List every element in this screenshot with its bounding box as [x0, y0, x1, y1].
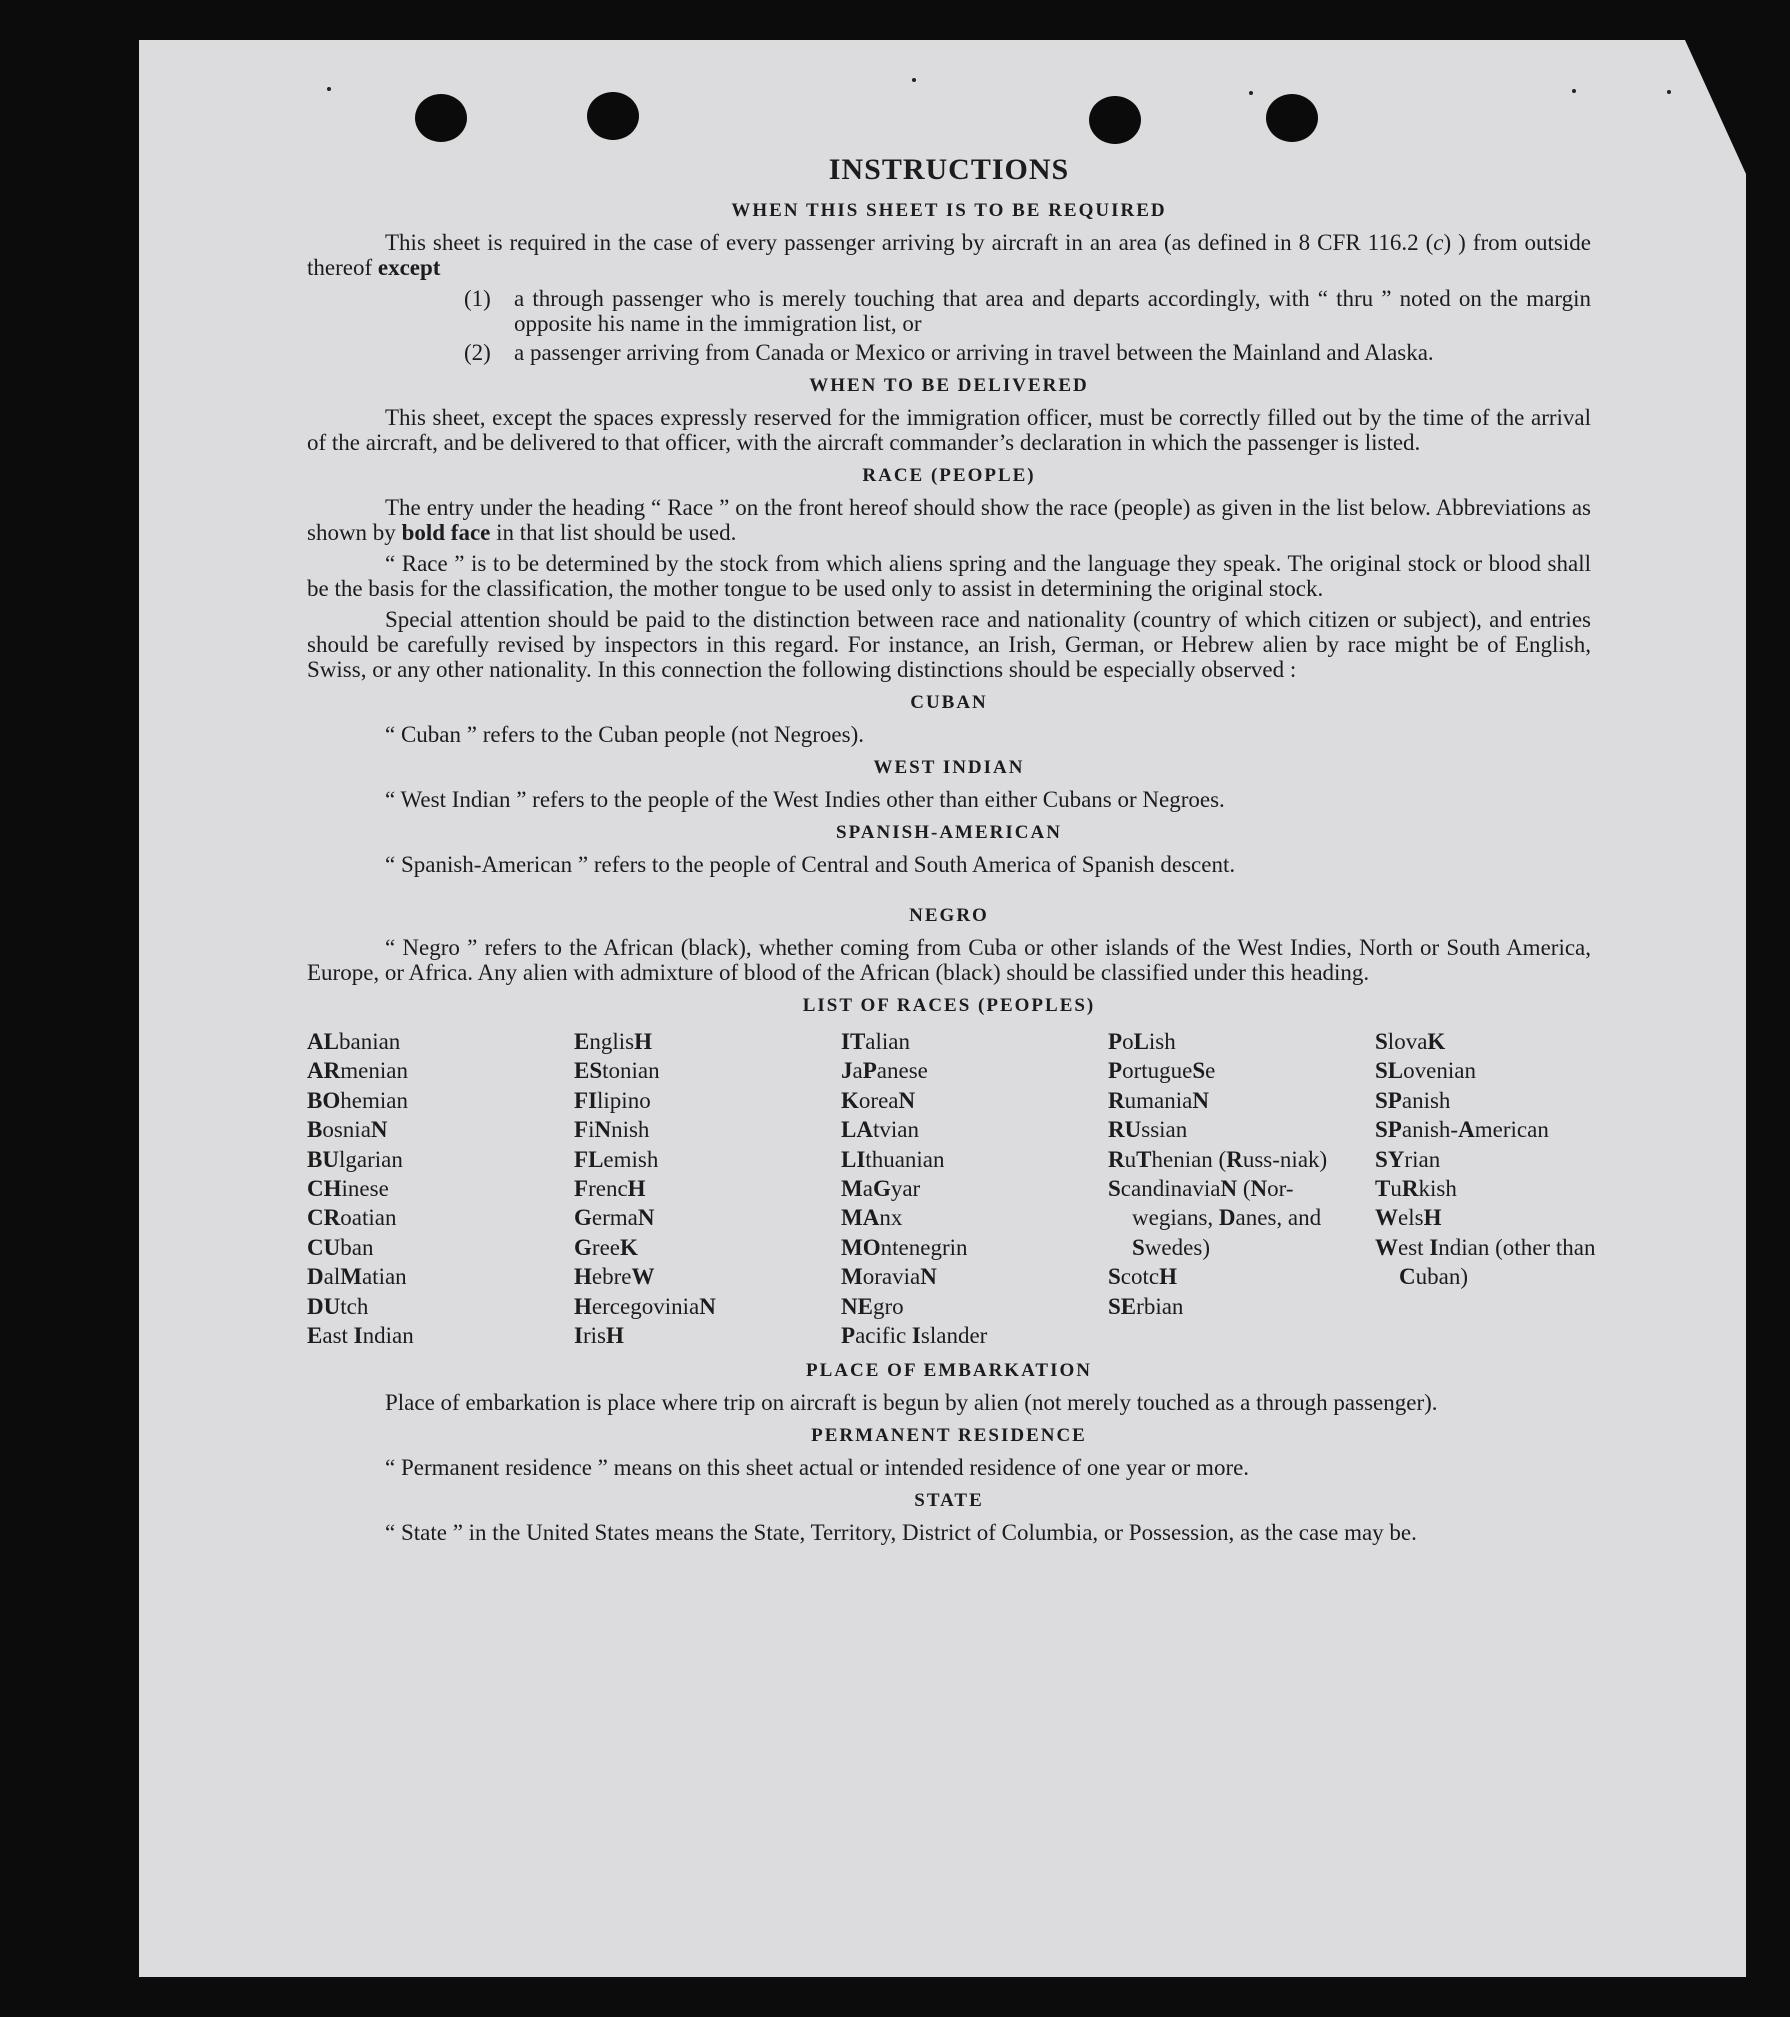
section-heading-negro: NEGRO — [909, 905, 989, 926]
races-list — [307, 1027, 1596, 1350]
race-entry: East Indian — [307, 1323, 414, 1349]
race-entry: ALbanian — [307, 1029, 401, 1054]
speck-mark — [1249, 91, 1253, 95]
page-title: INSTRUCTIONS — [828, 153, 1070, 186]
speck-mark — [327, 87, 331, 91]
race-paragraph-3: Special attention should be paid to the distinction between race and nationality (country of which citizen or subject), and entries should be carefully revised by inspectors in this regard. For instance, an Irish, German, or Hebrew alien by race might be of English, Swiss, or any other nationality. In this connection the following distinctions should be especially observed : — [307, 607, 1591, 682]
section-heading-cuban: CUBAN — [910, 692, 988, 713]
race-entry: BUlgarian — [307, 1146, 403, 1172]
race-entry: Pacific Islander — [841, 1323, 988, 1349]
race-entry: SPanish — [1375, 1087, 1451, 1113]
race-entry: CUban — [307, 1234, 374, 1260]
race-entry: PortugueSe — [1108, 1058, 1216, 1084]
race-entry: NEgro — [841, 1293, 904, 1319]
race-p1-text-a: The entry under the heading “ Race ” on the front hereof should show the race (people) as given in the list below. Abbreviations as shown by — [307, 495, 1591, 545]
race-entry: MaGyar — [841, 1176, 921, 1202]
race-paragraph-2: “ Race ” is to be determined by the stock from which aliens spring and the language they speak. The original stock or blood shall be the basis for the classification, the mother tongue to be used only to assist in determining the original stock. — [307, 551, 1591, 601]
spanish-american-text: “ Spanish-American ” refers to the people of Central and South America of Spanish descent. — [385, 852, 1236, 877]
race-entry: RUssian — [1108, 1117, 1188, 1143]
race-entry: MOntenegrin — [841, 1234, 968, 1260]
race-entry: TuRkish — [1375, 1176, 1457, 1202]
punch-hole — [415, 94, 467, 142]
race-entry: MoraviaN — [841, 1264, 937, 1290]
race-entry: GreeK — [574, 1234, 638, 1260]
state-text: “ State ” in the United States means the State, Territory, District of Columbia, or Possession, as the case may be. — [385, 1520, 1417, 1546]
race-entry: BOhemian — [307, 1087, 408, 1113]
race-p1-text-b: in that list should be used. — [490, 520, 737, 545]
punch-hole — [1266, 94, 1318, 142]
exception-number: (2) — [464, 340, 491, 365]
race-entry: FrencH — [574, 1176, 646, 1202]
exception-item — [464, 286, 1591, 336]
race-paragraph-1 — [307, 495, 1591, 545]
section-heading-when-required: WHEN THIS SHEET IS TO BE REQUIRED — [731, 200, 1167, 221]
exception-text: a passenger arriving from Canada or Mexico or arriving in travel between the Mainland and Alaska. — [514, 340, 1434, 365]
race-entry: RumaniaN — [1108, 1087, 1209, 1113]
race-entry: LAtvian — [841, 1117, 919, 1143]
race-entry: SLovenian — [1375, 1058, 1476, 1084]
race-entry: JaPanese — [841, 1058, 928, 1084]
race-entry: DUtch — [307, 1293, 369, 1319]
section-heading-when-delivered: WHEN TO BE DELIVERED — [809, 375, 1089, 396]
race-entry: RuThenian (Russ-niak) — [1108, 1146, 1328, 1172]
race-entry: BosniaN — [307, 1117, 388, 1143]
intro-except-word: except — [377, 255, 441, 280]
race-entry: MAnx — [841, 1205, 903, 1231]
race-entry: HercegoviniaN — [574, 1293, 716, 1319]
race-entry: ScotcH — [1108, 1264, 1178, 1290]
section-heading-race: RACE (PEOPLE) — [862, 465, 1036, 486]
races-column — [574, 1027, 841, 1350]
races-column — [1108, 1027, 1375, 1350]
race-entry: West Indian (other than Cuban) — [1375, 1234, 1596, 1290]
permanent-residence-text: “ Permanent residence ” means on this sheet actual or intended residence of one year or more. — [385, 1455, 1250, 1481]
race-entry: EnglisH — [574, 1029, 652, 1054]
cuban-text: “ Cuban ” refers to the Cuban people (not Negroes). — [385, 722, 865, 747]
west-indian-text: “ West Indian ” refers to the people of the West Indies other than either Cubans or Negroes. — [385, 787, 1225, 812]
section-heading-state: STATE — [914, 1490, 984, 1512]
race-entry: FiNnish — [574, 1117, 650, 1143]
race-entry: CRoatian — [307, 1205, 397, 1231]
race-entry: ARmenian — [307, 1058, 408, 1084]
embarkation-text: Place of embarkation is place where trip on aircraft is begun by alien (not merely touched as a through passenger). — [385, 1390, 1438, 1416]
speck-mark — [912, 78, 916, 82]
race-entry: GermaN — [574, 1205, 655, 1231]
section-heading-list-of-races: LIST OF RACES (PEOPLES) — [802, 995, 1096, 1016]
punch-hole — [587, 92, 639, 140]
section-heading-west-indian: WEST INDIAN — [873, 757, 1025, 778]
race-entry: FIlipino — [574, 1087, 651, 1113]
speck-mark — [1572, 89, 1576, 93]
race-p1-bold-face: bold face — [401, 520, 491, 545]
races-column — [307, 1027, 574, 1350]
race-entry: PoLish — [1108, 1029, 1176, 1054]
intro-subsection-letter: c — [1433, 230, 1444, 255]
instructions-content — [307, 150, 1596, 1551]
exception-item — [464, 340, 1591, 365]
race-entry: SlovaK — [1375, 1029, 1446, 1054]
intro-text-a: This sheet is required in the case of every passenger arriving by aircraft in an area (as defined in 8 CFR 116.2 ( — [385, 230, 1434, 255]
race-entry: FLemish — [574, 1146, 659, 1172]
races-column — [1375, 1027, 1596, 1350]
speck-mark — [1667, 90, 1671, 94]
race-entry: SPanish-American — [1375, 1117, 1549, 1143]
exception-number: (1) — [464, 286, 491, 311]
race-entry: CHinese — [307, 1176, 389, 1202]
race-entry: ITalian — [841, 1029, 911, 1054]
section-heading-spanish-american: SPANISH-AMERICAN — [836, 822, 1062, 843]
race-entry: LIthuanian — [841, 1146, 945, 1172]
race-entry: SErbian — [1108, 1293, 1184, 1319]
exception-text: a through passenger who is merely touching that area and departs accordingly, with “ thru ” noted on the margin opposite his name in the immigration list, or — [514, 286, 1591, 336]
races-column — [841, 1027, 1108, 1350]
race-entry: HebreW — [574, 1264, 655, 1290]
race-entry: ScandinaviaN (Nor-wegians, Danes, and Swedes) — [1108, 1176, 1322, 1260]
section-heading-embarkation: PLACE OF EMBARKATION — [806, 1360, 1092, 1382]
section-heading-permanent-residence: PERMANENT RESIDENCE — [811, 1425, 1087, 1447]
punch-hole — [1089, 96, 1141, 144]
negro-text: “ Negro ” refers to the African (black), whether coming from Cuba or other islands of the West Indies, North or South America, Europe, or Africa. Any alien with admixture of blood of the African (black) should be classified under this heading. — [307, 935, 1591, 985]
race-entry: SYrian — [1375, 1146, 1441, 1172]
race-entry: WelsH — [1375, 1205, 1442, 1231]
race-entry: KoreaN — [841, 1087, 916, 1113]
intro-text-b: ) ) from outside thereof — [307, 230, 1591, 280]
race-entry: IrisH — [574, 1323, 624, 1349]
when-required-intro — [307, 230, 1591, 280]
race-entry: EStonian — [574, 1058, 660, 1084]
race-entry: DalMatian — [307, 1264, 407, 1290]
when-delivered-text: This sheet, except the spaces expressly reserved for the immigration officer, must be correctly filled out by the time of the arrival of the aircraft, and be delivered to that officer, with the aircraft commander’s declaration in which the passenger is listed. — [307, 405, 1591, 455]
